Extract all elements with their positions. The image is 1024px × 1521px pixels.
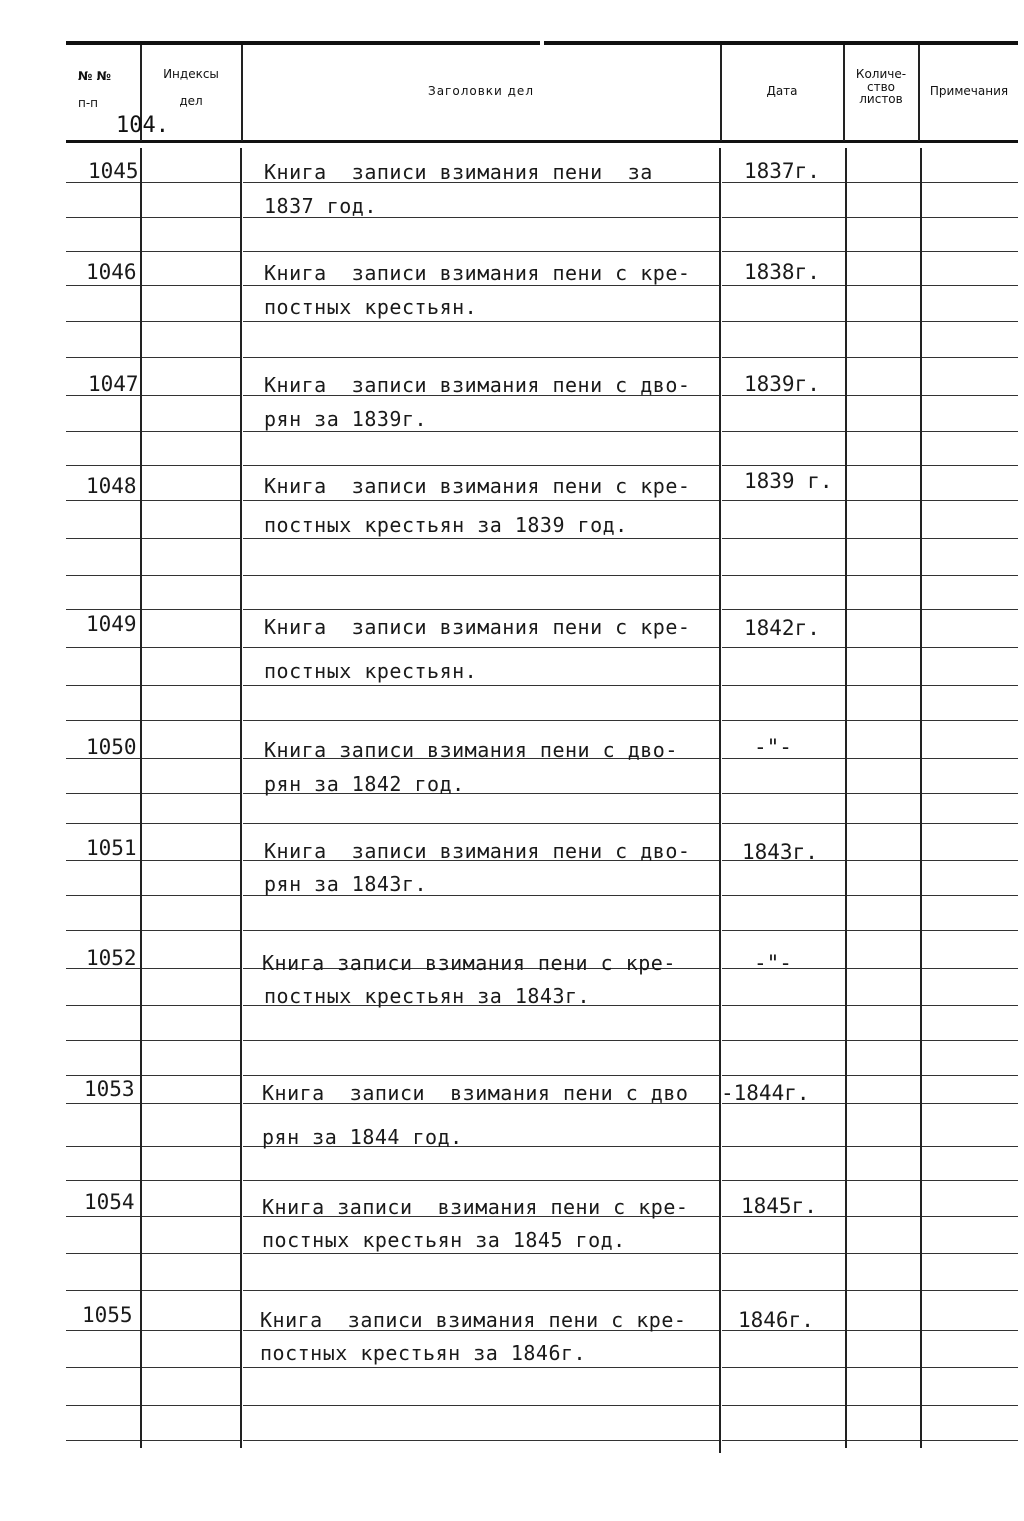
ruled-line [922,609,1018,610]
ruled-line [722,321,845,322]
ruled-line [66,1005,140,1006]
ruled-line [142,823,240,824]
ruled-line [722,685,845,686]
ruled-line [66,431,140,432]
ruled-line [847,1253,920,1254]
ruled-line [66,538,140,539]
col-index-label [142,68,240,107]
ruled-line [722,895,845,896]
entry-date: -"- [754,951,792,975]
ruled-line [142,1290,240,1291]
ruled-line [142,1103,240,1104]
ruled-line [847,251,920,252]
ruled-line [142,182,240,183]
ruled-line [722,251,845,252]
ruled-line [142,895,240,896]
ruled-line [243,823,719,824]
ruled-line [722,538,845,539]
entry-title-line1: Книга записи взимания пени с кре- [262,951,676,975]
ruled-line [722,823,845,824]
ruled-line [847,609,920,610]
ruled-line [66,500,140,501]
ruled-line [66,930,140,931]
col-index-label-line1: Индексы [163,67,219,81]
ruled-line [922,538,1018,539]
entry-number: 1055 [82,1303,133,1327]
ruled-line [922,1075,1018,1076]
ruled-line [847,1180,920,1181]
entry-title-line2: постных крестьян. [264,659,478,683]
ruled-line [922,685,1018,686]
ruled-line [142,1075,240,1076]
ruled-line [722,1005,845,1006]
ruled-line [243,500,719,501]
ruled-line [243,431,719,432]
entry-number: 1054 [84,1190,135,1214]
ruled-line [922,1180,1018,1181]
ruled-line [243,285,719,286]
ruled-line [847,1146,920,1147]
ruled-line [142,1330,240,1331]
ruled-line [66,685,140,686]
ruled-line [142,758,240,759]
ruled-line [66,860,140,861]
ruled-line [142,465,240,466]
ruled-line [142,1253,240,1254]
ruled-line [243,1290,719,1291]
ruled-line [847,720,920,721]
entry-title-line2: постных крестьян за 1846г. [260,1341,587,1365]
ruled-line [66,357,140,358]
ruled-line [922,1040,1018,1041]
ruled-line [66,1146,140,1147]
ruled-line [922,860,1018,861]
entry-title-line1: Книга записи взимания пени с кре- [264,474,691,498]
ruled-line [847,1440,920,1441]
ruled-line [243,685,719,686]
ruled-line [243,1075,719,1076]
ruled-line [922,930,1018,931]
ruled-line [847,758,920,759]
ruled-line [722,1180,845,1181]
ruled-line [922,1253,1018,1254]
ruled-line [922,895,1018,896]
ruled-line [847,968,920,969]
entry-number: 1052 [86,946,137,970]
ruled-line [142,720,240,721]
ruled-line [847,538,920,539]
ruled-line [847,930,920,931]
ruled-line [66,1180,140,1181]
ruled-line [142,538,240,539]
ruled-line [722,647,845,648]
ruled-line [142,930,240,931]
ruled-line [142,251,240,252]
col-sheets-label-line3: листов [859,92,903,107]
ruled-line [66,1440,140,1441]
ruled-line [922,575,1018,576]
ruled-line [142,321,240,322]
col-number-label [78,70,134,109]
ruled-line [66,1367,140,1368]
ruled-line [722,217,845,218]
ruled-line [142,285,240,286]
ruled-line [722,357,845,358]
ruled-line [66,217,140,218]
entry-number: 1048 [86,474,137,498]
ruled-line [847,1367,920,1368]
entry-number: 1050 [86,735,137,759]
ruled-line [847,217,920,218]
ruled-line [922,1103,1018,1104]
ruled-line [722,1290,845,1291]
ruled-line [922,823,1018,824]
ruled-line [722,1075,845,1076]
ruled-line [142,968,240,969]
ruled-line [722,930,845,931]
ruled-line [66,1290,140,1291]
ruled-line [722,1405,845,1406]
ruled-line [847,1216,920,1217]
ruled-line [922,217,1018,218]
ruled-line [142,575,240,576]
ruled-line [66,1040,140,1041]
ruled-line [722,609,845,610]
ruled-line [243,575,719,576]
page-number: 104. [116,113,169,138]
body-divider-2 [240,148,242,1448]
entry-title-line2: рян за 1844 год. [262,1125,463,1149]
body-divider-3 [719,148,721,1453]
ruled-line [847,575,920,576]
ruled-line [922,1405,1018,1406]
ruled-line [142,609,240,610]
ruled-line [243,251,719,252]
col-number-label-line1: № № [78,69,112,83]
entry-date: 1846г. [738,1308,814,1332]
ruled-line [66,823,140,824]
col-notes-label: Примечания [929,84,1009,98]
entry-number: 1051 [86,836,137,860]
ruled-line [922,758,1018,759]
entry-number: 1046 [86,260,137,284]
ruled-line [66,1075,140,1076]
entry-title-line2: рян за 1843г. [264,872,428,896]
ruled-line [847,1075,920,1076]
ruled-line [243,357,719,358]
ruled-line [243,1040,719,1041]
ruled-line [722,500,845,501]
ruled-line [66,285,140,286]
ruled-line [922,1005,1018,1006]
ruled-line [243,1405,719,1406]
ruled-line [243,930,719,931]
entry-number: 1049 [86,612,137,636]
entry-title-line1: Книга записи взимания пени с дво- [264,373,691,397]
entry-date: 1842г. [744,616,820,640]
ruled-line [922,1440,1018,1441]
entry-date: 1838г. [744,260,820,284]
entry-title-line1: Книга записи взимания пени с кре- [264,261,691,285]
ruled-line [722,1367,845,1368]
ruled-line [142,1440,240,1441]
entry-title-line1: Книга записи взимания пени с кре- [262,1195,689,1219]
ruled-line [922,1330,1018,1331]
ruled-line [66,609,140,610]
ruled-line [847,793,920,794]
ruled-line [243,1180,719,1181]
entry-number: 1045 [88,159,139,183]
ruled-line [847,860,920,861]
ruled-line [66,321,140,322]
ruled-line [847,1405,920,1406]
ruled-line [722,1040,845,1041]
ruled-line [847,431,920,432]
ruled-line [722,1146,845,1147]
ruled-line [142,395,240,396]
ruled-line [847,1040,920,1041]
ruled-line [243,321,719,322]
ruled-line [922,431,1018,432]
ruled-line [847,182,920,183]
ruled-line [847,285,920,286]
entry-title-line1: Книга записи взимания пени с кре- [264,615,691,639]
ruled-line [66,1103,140,1104]
entry-title-line2: рян за 1842 год. [264,772,465,796]
ruled-line [847,823,920,824]
ruled-line [243,538,719,539]
ruled-line [922,321,1018,322]
ruled-line [847,1330,920,1331]
entry-date: 1843г. [742,840,818,864]
ruled-line [722,1253,845,1254]
ruled-line [66,895,140,896]
ruled-line [847,500,920,501]
ruled-line [142,647,240,648]
header-top-rule-right [544,41,1018,45]
ruled-line [847,1290,920,1291]
ruled-line [142,1146,240,1147]
ruled-line [243,647,719,648]
ruled-line [847,895,920,896]
ruled-line [142,1180,240,1181]
ruled-line [243,1253,719,1254]
ruled-line [142,1216,240,1217]
col-sheets-label [845,68,917,106]
ruled-line [722,575,845,576]
entry-date: 1839 г. [744,469,833,493]
ruled-line [922,1367,1018,1368]
entry-title-line1: Книга записи взимания пени с дво- [264,839,691,863]
entry-title-line1: Книга записи взимания пени с кре- [260,1308,687,1332]
ruled-line [142,1405,240,1406]
ruled-line [142,860,240,861]
ruled-line [66,1330,140,1331]
ruled-line [66,575,140,576]
ruled-line [722,285,845,286]
ruled-line [922,357,1018,358]
ruled-line [243,465,719,466]
ruled-line [847,321,920,322]
ruled-line [722,465,845,466]
ruled-line [66,1216,140,1217]
ruled-line [847,395,920,396]
entry-title-line1: Книга записи взимания пени с дво- [264,738,678,762]
header-bottom-rule [66,140,1018,143]
ruled-line [922,647,1018,648]
ruled-line [922,968,1018,969]
entry-title-line2: рян за 1839г. [264,407,428,431]
ruled-line [847,357,920,358]
col-sheets-label-line1: Количе- [855,67,907,81]
ruled-line [922,465,1018,466]
ruled-line [922,182,1018,183]
ruled-line [922,395,1018,396]
entry-title-line2: 1837 год. [264,194,377,218]
ruled-line [243,609,719,610]
ruled-line [66,251,140,252]
ruled-line [847,685,920,686]
entry-date: 1839г. [744,372,820,396]
ruled-line [66,465,140,466]
entry-date: 1845г. [741,1194,817,1218]
entry-title-line2: постных крестьян за 1845 год. [262,1228,626,1252]
ruled-line [922,1290,1018,1291]
entry-title-line1: Книга записи взимания пени с дво [262,1081,689,1105]
col-index-label-line2: дел [179,93,203,108]
ruled-line [722,793,845,794]
col-number-label-line2: п-п [78,95,99,110]
entry-number: 1047 [88,372,139,396]
ruled-line [922,285,1018,286]
ruled-line [922,500,1018,501]
ruled-line [243,1367,719,1368]
ruled-line [142,1005,240,1006]
ruled-line [922,251,1018,252]
ruled-line [722,1440,845,1441]
ruled-line [847,465,920,466]
ruled-line [142,357,240,358]
entry-title-line1: Книга записи взимания пени за [264,160,653,184]
ruled-line [922,720,1018,721]
ruled-line [66,647,140,648]
entry-title-line2: постных крестьян за 1843г. [264,984,591,1008]
ruled-line [142,685,240,686]
ruled-line [722,720,845,721]
ruled-line [142,1367,240,1368]
ruled-line [142,500,240,501]
ruled-line [66,793,140,794]
ruled-line [847,1103,920,1104]
entry-title-line2: постных крестьян за 1839 год. [264,513,628,537]
ruled-line [142,217,240,218]
ruled-line [847,1005,920,1006]
ruled-line [142,793,240,794]
ruled-line [722,431,845,432]
entry-date: -1844г. [721,1081,810,1105]
header-top-rule-left [66,41,540,45]
ruled-line [66,1253,140,1254]
ruled-line [66,720,140,721]
ruled-line [142,431,240,432]
ruled-line [243,720,719,721]
ruled-line [66,1405,140,1406]
ruled-line [142,1040,240,1041]
entry-title-line2: постных крестьян. [264,295,478,319]
ruled-line [847,647,920,648]
ruled-line [922,1146,1018,1147]
col-date-label: Дата [766,84,798,98]
col-sheets-label-line2: ство [866,79,895,94]
col-title-label: Заголовки дел [428,84,534,98]
ruled-line [243,1440,719,1441]
ruled-line [922,793,1018,794]
ruled-line [922,1216,1018,1217]
entry-date: 1837г. [744,159,820,183]
entry-number: 1053 [84,1077,135,1101]
entry-date: -"- [754,735,792,759]
